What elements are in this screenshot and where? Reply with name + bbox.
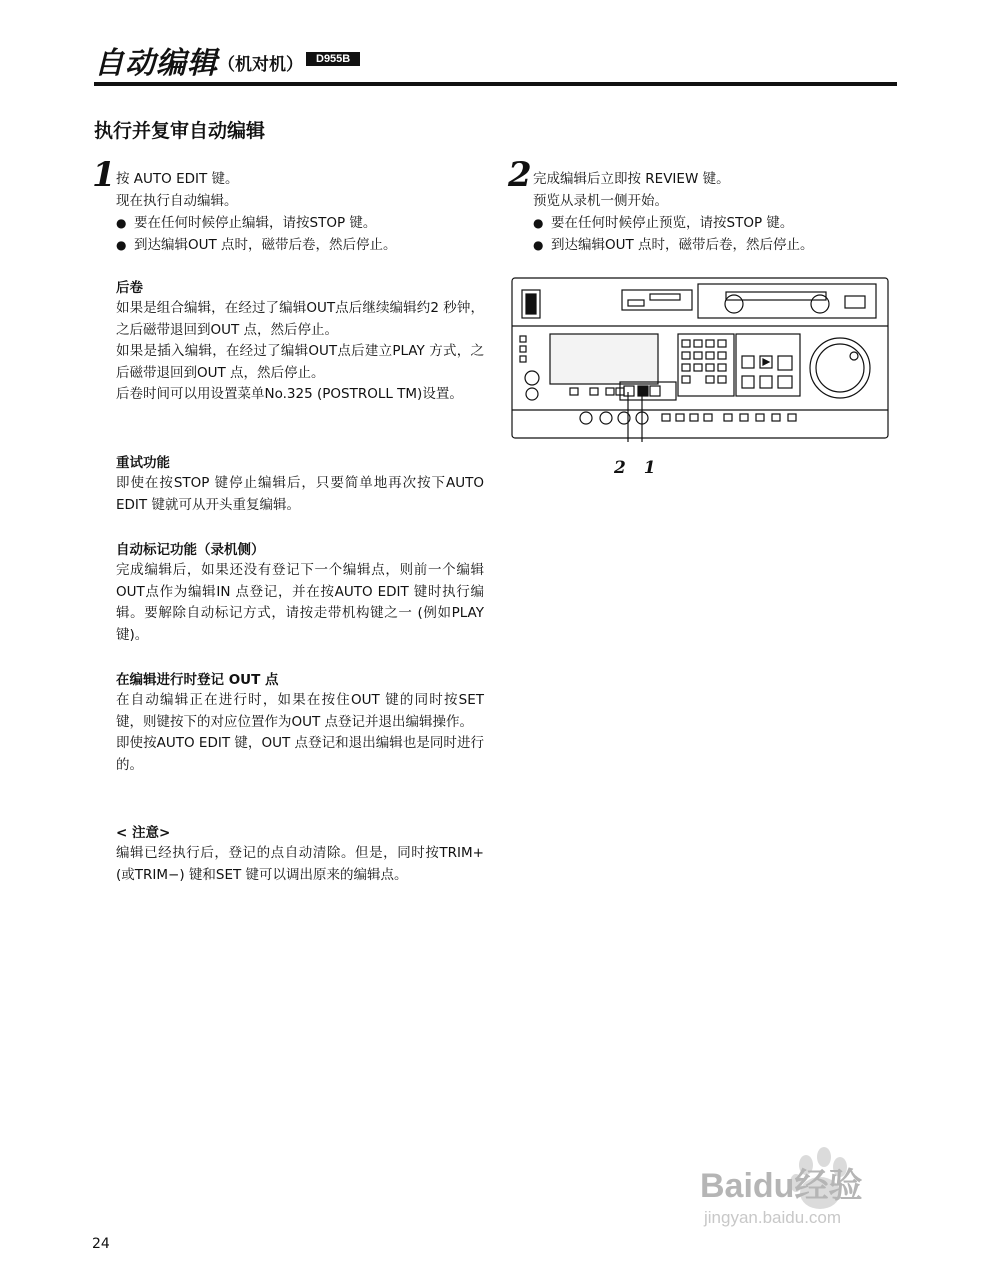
retry-section [116,453,484,516]
watermark-brand: Baidu经验 [700,1167,863,1205]
figure-callouts: 2 1 [614,458,662,478]
out-register-section [116,670,484,776]
automark-section [116,540,484,646]
out-register-heading: 在编辑进行时登记 OUT 点 [116,672,279,688]
automark-heading: 自动标记功能（录机侧） [116,542,265,558]
paragraph: 编辑已经执行后，登记的点自动清除。但是，同时按TRIM+ (或TRIM−) 键和SET 键可以调出原来的编辑点。 [116,845,484,883]
step-2-bullet: ● 要在任何时候停止预览，请按STOP 键。 [533,212,814,234]
step-2-block [533,168,814,256]
step-1-bullet: ● 到达编辑OUT 点时，磁带后卷，然后停止。 [116,234,397,256]
paragraph: 如果是组合编辑，在经过了编辑OUT点后继续编辑约2 秒钟，之后磁带退回到OUT 点，然后停止。 [116,300,484,338]
postroll-section [116,278,484,406]
postroll-text [116,298,484,406]
step-2-line: 预览从录机一侧开始。 [533,193,668,209]
step-1-line: 按 AUTO EDIT 键。 [116,171,239,187]
step-2-number: 2 [508,155,532,195]
page-title: 自动编辑 [94,46,218,81]
note-heading: < 注意> [116,825,171,841]
page-subtitle: （机对机） [218,55,303,75]
section-title: 执行并复审自动编辑 [94,120,266,142]
note-text [116,843,484,886]
paragraph: 在自动编辑正在进行时，如果在按住OUT 键的同时按SET 键，则键按下的对应位置作为OUT 点登记并退出编辑操作。 [116,692,484,730]
step-1-number: 1 [92,155,116,195]
out-register-text [116,690,484,776]
paragraph: 完成编辑后，如果还没有登记下一个编辑点，则前一个编辑OUT点作为编辑IN 点登记，并在按AUTO EDIT 键时执行编辑。要解除自动标记方式，请按走带机构键之一 (例如PLAY 键)。 [116,562,484,643]
retry-heading: 重试功能 [116,455,170,471]
step-2-bullet: ● 到达编辑OUT 点时，磁带后卷，然后停止。 [533,234,814,256]
paragraph: 后卷时间可以用设置菜单No.325 (POSTROLL TM)设置。 [116,386,463,402]
header-rule [94,82,897,86]
step-2-line: 完成编辑后立即按 REVIEW 键。 [533,171,730,187]
vtr-front-panel-illustration [510,276,890,442]
watermark-url: jingyan.baidu.com [704,1208,842,1227]
automark-text [116,560,484,646]
note-section [116,823,484,886]
page-number: 24 [92,1236,110,1252]
step-1-bullet: ● 要在任何时候停止编辑，请按STOP 键。 [116,212,397,234]
paragraph: 即使在按STOP 键停止编辑后，只要简单地再次按下AUTO EDIT 键就可从开头重复编辑。 [116,475,484,513]
model-badge: D955B [306,52,360,66]
postroll-heading: 后卷 [116,280,143,296]
retry-text [116,473,484,516]
paragraph: 即使按AUTO EDIT 键，OUT 点登记和退出编辑也是同时进行的。 [116,735,484,773]
paragraph: 如果是插入编辑，在经过了编辑OUT点后建立PLAY 方式，之后磁带退回到OUT 点，然后停止。 [116,343,484,381]
step-1-block [116,168,397,256]
step-1-line: 现在执行自动编辑。 [116,193,238,209]
